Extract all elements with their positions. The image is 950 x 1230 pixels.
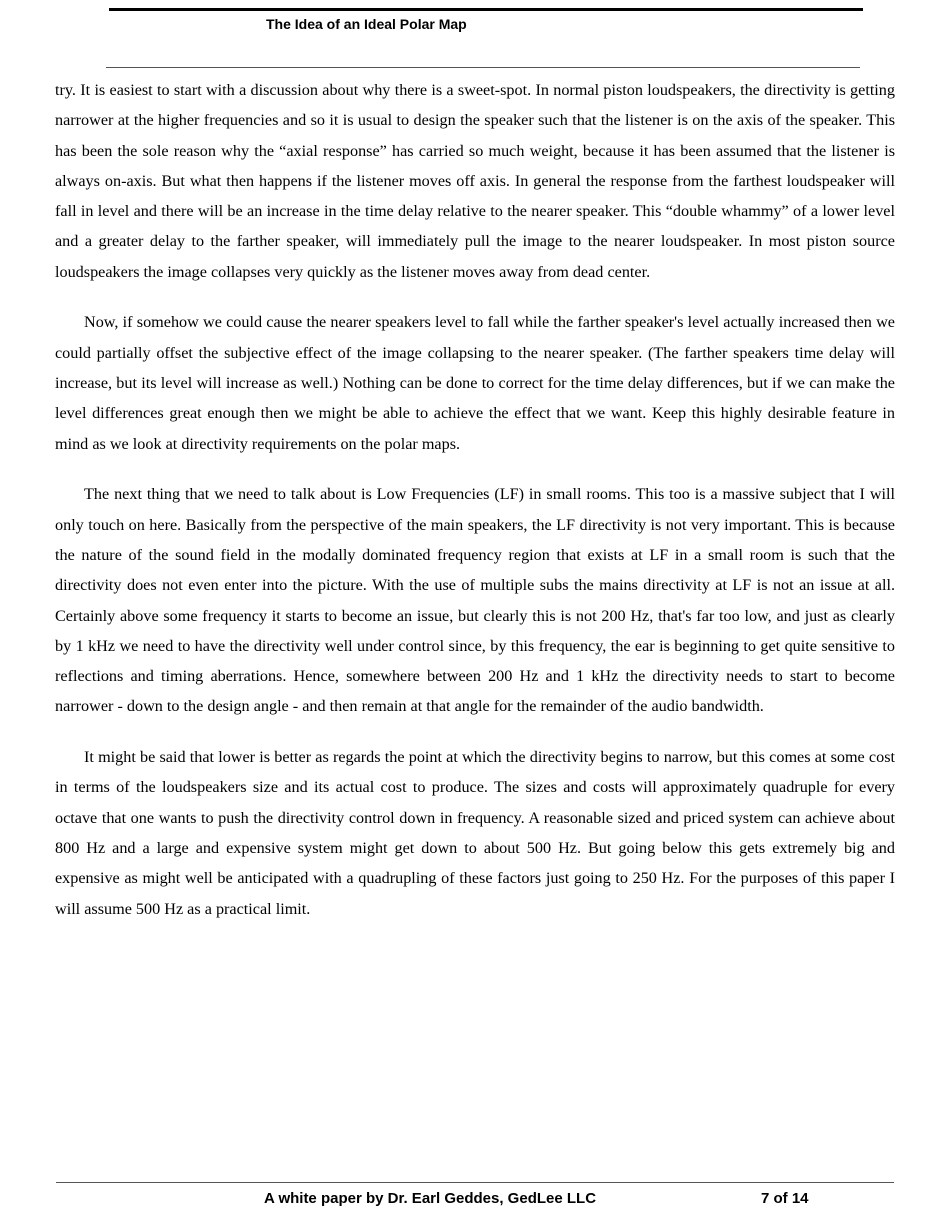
header-divider (106, 67, 860, 68)
footer-divider (56, 1182, 894, 1183)
footer-credit: A white paper by Dr. Earl Geddes, GedLee LLC (264, 1190, 597, 1207)
running-title: The Idea of an Ideal Polar Map (266, 16, 467, 32)
header-top-rule (109, 8, 863, 11)
paragraph-continuation: try. It is easiest to start with a discussion about why there is a sweet-spot. In normal piston loudspeakers, the directivity is getting narrower at the higher frequencies and so it is usual to design the speaker such that the listener is on the axis of the speaker. This has been the sole reason why the “axial response” has carried so much weight, because it has been assumed that the listener is always on-axis. But what then happens if the listener moves off axis. In general the response from the farthest loudspeaker will fall in level and there will be an increase in the time delay relative to the nearer speaker. This “double whammy” of a lower level and a greater delay to the farther speaker, will immediately pull the image to the nearer loudspeaker. In most piston source loudspeakers the image collapses very quickly as the listener moves away from dead center. (55, 81, 895, 281)
paragraph-practical-limit: It might be said that lower is better as regards the point at which the directivity begins to narrow, but this comes at some cost in terms of the loudspeakers size and its actual cost to produce. The sizes and costs will approximately quadruple for every octave that one wants to push the directivity control down in frequency. A reasonable sized and priced system can achieve about 800 Hz and a large and expensive system might get down to about 500 Hz. But going below this gets extremely big and expensive as might well be anticipated with a quadrupling of these factors just going to 250 Hz. For the purposes of this paper I will assume 500 Hz as a practical limit. (55, 748, 895, 918)
paragraph-low-frequencies: The next thing that we need to talk about is Low Frequencies (LF) in small rooms. This too is a massive subject that I will only touch on here. Basically from the perspective of the main speakers, the LF directivity is not very important. This is because the nature of the sound field in the modally dominated frequency region that exists at LF in a small room is such that the directivity does not even enter into the picture. With the use of multiple subs the mains directivity at LF is not an issue at all. Certainly above some frequency it starts to become an issue, but clearly this is not 200 Hz, that's far too low, and just as clearly by 1 kHz we need to have the directivity well under control since, by this frequency, the ear is beginning to get quite sensitive to reflections and timing aberrations. Hence, somewhere between 200 Hz and 1 kHz the directivity needs to start to become narrower - down to the design angle - and then remain at that angle for the remainder of the audio bandwidth. (55, 485, 895, 716)
document-body (55, 75, 895, 944)
page-number: 7 of 14 (761, 1190, 809, 1207)
paragraph-level-offset: Now, if somehow we could cause the nearer speakers level to fall while the farther speaker's level actually increased then we could partially offset the subjective effect of the image collapsing to the nearer speaker. (The farther speakers time delay will increase, but its level will increase as well.) Nothing can be done to correct for the time delay differences, but if we can make the level differences great enough then we might be able to achieve the effect that we want. Keep this highly desirable feature in mind as we look at directivity requirements on the polar maps. (55, 313, 895, 453)
